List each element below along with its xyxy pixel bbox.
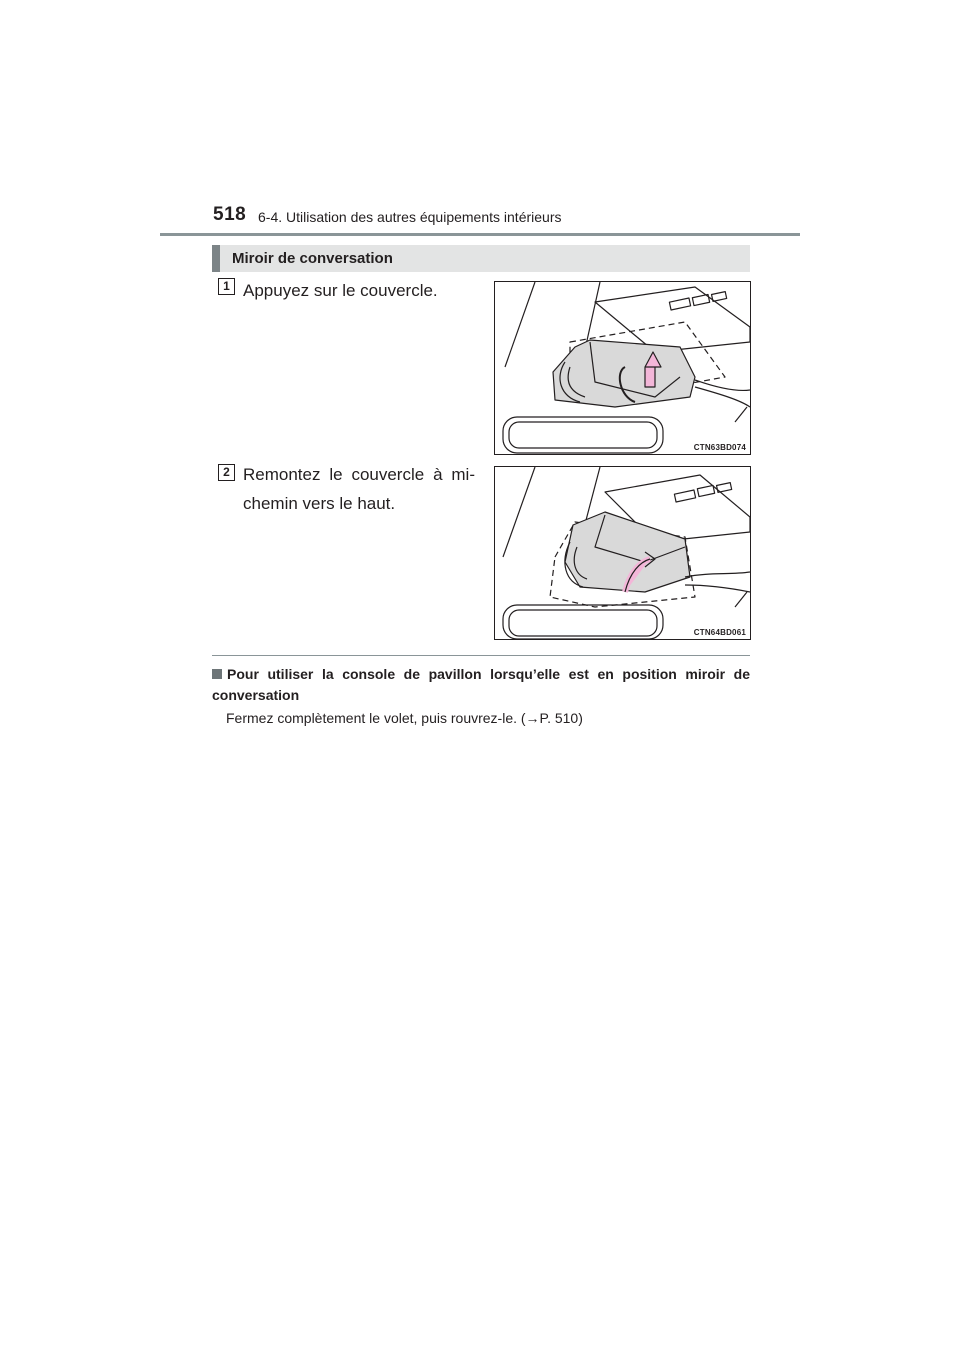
header-divider bbox=[160, 233, 800, 236]
note-title bbox=[212, 664, 750, 706]
section-heading bbox=[212, 245, 750, 272]
step-2-illustration bbox=[494, 466, 751, 640]
step-1-text: Appuyez sur le couvercle. bbox=[243, 281, 438, 300]
page-number: 518 bbox=[213, 204, 247, 225]
note-bullet-square bbox=[212, 669, 222, 679]
step-1-illustration bbox=[494, 281, 751, 455]
step-number-2: 2 bbox=[218, 464, 235, 481]
figure-code-2: CTN64BD061 bbox=[693, 628, 746, 637]
figure-code-1: CTN63BD074 bbox=[693, 443, 746, 452]
step-number-1: 1 bbox=[218, 278, 235, 295]
section-heading-text: Miroir de conversation bbox=[232, 250, 393, 267]
overhead-console-raise-illustration bbox=[495, 467, 750, 639]
section-title: 6-4. Utilisation des autres équipements intérieurs bbox=[258, 209, 562, 225]
note-divider bbox=[212, 655, 750, 656]
note-body: Fermez complètement le volet, puis rouvrez-le. (→P. 510) bbox=[226, 710, 583, 726]
step-2-text: Remontez le couvercle à mi-chemin vers le haut. bbox=[243, 465, 475, 513]
note-title-text: Pour utiliser la console de pavillon lorsqu’elle est en position miroir de conversation bbox=[212, 666, 750, 703]
overhead-console-push-illustration bbox=[495, 282, 750, 454]
